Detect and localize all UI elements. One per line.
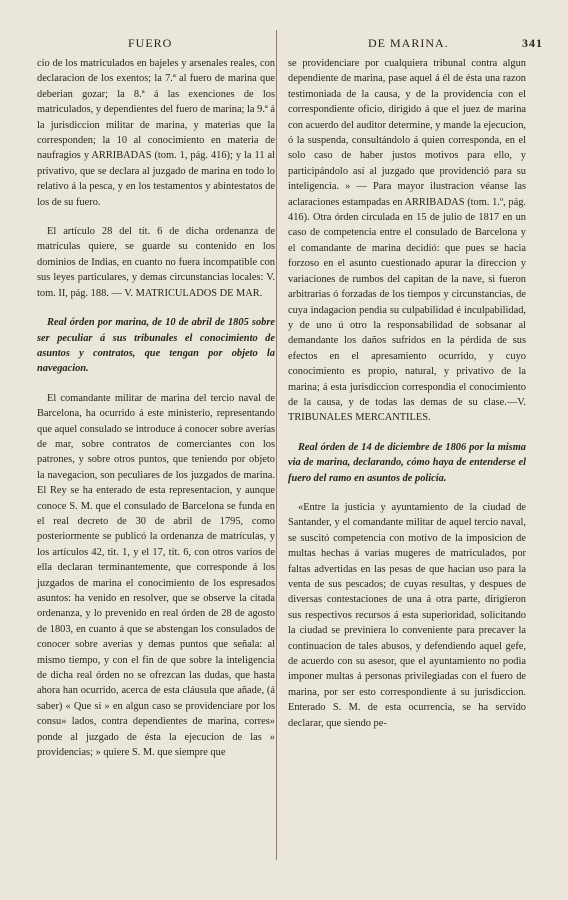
left-heading-real-orden-1805: Real órden por marina, de 10 de abril de 1805 sobre ser peculiar á sus tribunales el conocimiento de asuntos y contratos, que tengan por objeto la navegacion. [37, 317, 275, 375]
page-number: 341 [522, 36, 543, 50]
right-column [288, 56, 526, 745]
left-paragraph-2: El artículo 28 del tít. 6 de dicha ordenanza de matrículas quiere, se guarde su contenido en los dominios de Indias, en cuanto no fuera incompatible con sus leyes particulares, y demas circunstancias locales: V. tom. II, pág. 188. — V. MATRICULADOS DE MAR. [37, 226, 275, 299]
right-heading-real-orden-1806: Real órden de 14 de diciembre de 1806 por la misma via de marina, declarando, cómo haya de entenderse el fuero del ramo en asuntos de policía. [288, 441, 526, 484]
column-divider [276, 30, 277, 860]
right-paragraph-1: se providenciare por cualquiera tribunal contra algun dependiente de marina, pase aquel á él de ésta una razon testimoniada de la causa, y de la providencia con el correspondiente oficio, dirigido á que el juez de marina con acuerdo del auditor determine, y mande la ejecucion, ó la suspenda, consultándolo á quien corresponda, en el solo caso de haber justos motivos para ello, y participándolo así al juzgado que providenció para su inteligencia. » — Para mayor ilustracion véanse las aclaraciones estampadas en ARRIBADAS (tom. 1.º, pág. 416). Otra órden circulada en 15 de julio de 1817 en un caso de competencia entre el consulado de Barcelona y el comandante de marina decidió: que pues se hacia forzoso en el asunto cuestionado apurar la direccion y variaciones de rumbos del capitan de la nave, si fueron arbitrarias ó forzadas de los tiempos y circunstancias, de cuya indagacion pendia su culpabilidad é inculpabilidad, y de uno ú otro la responsabilidad de sobsanar al demandante los daños sufridos en la pérdida de sus efectos en el apresamiento ocurrido, y cuyo conocimiento es propio, natural, y privativo de la marina; á esta jurisdiccion correspondia el conocimiento de la causa, y de todas las demas de su clase.—V. TRIBUNALES MERCANTILES. [288, 58, 526, 424]
left-paragraph-1: cio de los matriculados en bajeles y arsenales reales, con declaracion de los exentos; la 7.ª al fuero de marina que deberian gozar; la 8.ª á las exenciones de los matriculados, y dependientes del fuero de marina; la 9.ª á la jurisdiccion militar de marina, y materias que la corresponden; la 10 al conocimiento en materia de naufragios y ARRIBADAS (tom. 1, pág. 416); y la 11 al privativo, que se declara al juzgado de marina en todo lo relativo á la pesca, y en los testamentos y abintestatos de los de su fuero. [37, 58, 276, 208]
running-head-left: FUERO [128, 36, 173, 50]
running-head-right: DE MARINA. [368, 36, 449, 50]
right-paragraph-2: «Entre la justicia y ayuntamiento de la ciudad de Santander, y el comandante militar de aquel tercio naval, se suscitó competencia con motivo de la imposicion de multas hechas á varias mugeres de matriculados, por faltas advertidas en las pesas de que hacian uso para la venta de sus pescados; de cuyas resultas, y despues de diversas contestaciones de una á otra parte, dirigieron sus respectivos recursos á esta superioridad, solicitando la ciudad se previniera lo conveniente para precaver la continuacion de tales abusos, y defendiendo aquel gefe, de acuerdo con su asesor, que el ayuntamiento no podia imponer multas á personas privilegiadas con el fuero de marina, por ser esto correspondiente á su jurisdiccion. Enterado S. M. de esta ocurrencia, se ha servido declarar, que siendo pe- [288, 501, 526, 729]
left-column [37, 56, 275, 774]
left-paragraph-3: El comandante militar de marina del tercio naval de Barcelona, ha ocurrido á este ministerio, representando que aquel consulado se introduce á conocer sobre averías de mar, sobre contratos de comerciantes con los patrones, y sobre otros puntos, que teniendo por objeto la navegacion, son peculiares de los juzgados de marina. El Rey se ha enterado de esta representacion, y aunque conoce S. M. que el consulado de Barcelona se funda en el real decreto de 30 de abril de 1795, como posteriormente se publicó la ordenanza de matrículas, y los artículos 42, tit. 1, y el 17, tit. 6, con otros varios de ella declaran terminantemente, que corresponde á los juzgados de marina el conocimiento de los espresados asuntos: ha venido en resolver, que se observe la citada ordenanza, y lo prevenido en real órden de 28 de agosto de 1803, en cuanto á que se abstengan los consulados de conocer sobre averías y demas puntos que señala: al mismo tiempo, y con el fin de que sobre la inteligencia de dicha real órden no se ofrezcan las dudas, que hasta ahora han ocurrido, acerca de esta cláusula que añade, (á saber) « Que si » en algun caso se providenciare por los consu» lados, contra dependientes de marina, corres» ponde al juzgado de ésta la ejecucion de las » providencias; » quiere S. M. que siempre que [37, 392, 275, 759]
